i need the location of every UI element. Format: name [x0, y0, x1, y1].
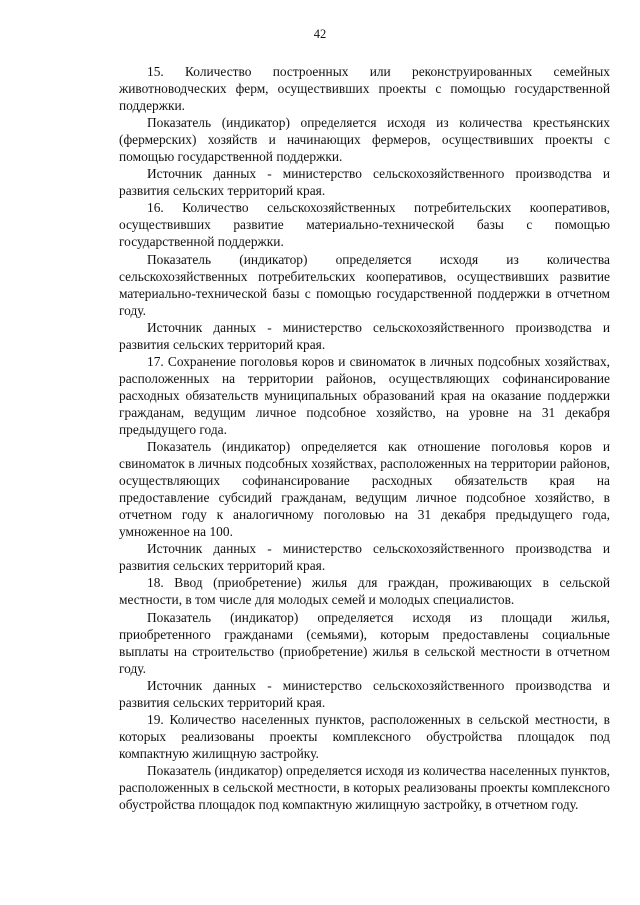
document-body: [119, 63, 610, 813]
paragraph-17-source: Источник данных - министерство сельскохозяйственного производства и развития сельских территорий края.: [119, 541, 610, 574]
paragraph-19-indicator: Показатель (индикатор) определяется исходя из количества населенных пунктов, расположенных в сельской местности, в которых реализованы проекты комплексного обустройства площадок под компактную жилищную застройку, в отчетном году.: [119, 762, 610, 813]
paragraph-15-title: 15. Количество построенных или реконструированных семейных животноводческих ферм, осуществивших проекты с помощью государственной поддержки.: [119, 64, 610, 114]
paragraph-16-source: Источник данных - министерство сельскохозяйственного производства и развития сельских территорий края.: [119, 319, 610, 352]
paragraph-18-source: Источник данных - министерство сельскохозяйственного производства и развития сельских территорий края.: [119, 677, 610, 710]
paragraph-18-indicator: Показатель (индикатор) определяется исходя из площади жилья, приобретенного гражданами (семьями), которым предоставлены социальные выплаты на строительство (приобретение) жилья в сельской местности в отчетном году.: [119, 609, 610, 676]
paragraph-18-title: 18. Ввод (приобретение) жилья для граждан, проживающих в сельской местности, в том числе для молодых семей и молодых специалистов.: [119, 575, 610, 608]
paragraph-16-title: 16. Количество сельскохозяйственных потребительских кооперативов, осуществивших развитие материально-технической базы с помощью государственной поддержки.: [119, 200, 610, 250]
paragraph-16-indicator: Показатель (индикатор) определяется исходя из количества сельскохозяйственных потребительских кооперативов, осуществивших развитие материально-технической базы с помощью государственной поддержки в отчетном году.: [119, 251, 610, 318]
page-number: 42: [313, 27, 327, 41]
paragraph-17-indicator: Показатель (индикатор) определяется как отношение поголовья коров и свиноматок в личных подсобных хозяйствах, расположенных на территории районов, осуществляющих софинансирование расходных обязательств края на предоставление субсидий гражданам, ведущим личное подсобное хозяйство, в отчетном году к аналогичному поголовью на 31 декабря предыдущего года, умноженное на 100.: [119, 439, 610, 540]
paragraph-15-source: Источник данных - министерство сельскохозяйственного производства и развития сельских территорий края.: [119, 166, 610, 199]
paragraph-15-indicator: Показатель (индикатор) определяется исходя из количества крестьянских (фермерских) хозяйств и начинающих фермеров, осуществивших проекты с помощью государственной поддержки.: [119, 115, 610, 165]
paragraph-17-title: 17. Сохранение поголовья коров и свиноматок в личных подсобных хозяйствах, расположенных на территории районов, осуществляющих софинансирование расходных обязательств муниципальных образований края на оказание поддержки гражданам, ведущим личное подсобное хозяйство, на уровне на 31 декабря предыдущего года.: [119, 353, 610, 437]
paragraph-19-title: 19. Количество населенных пунктов, расположенных в сельской местности, в которых реализованы проекты комплексного обустройства площадок под компактную жилищную застройку.: [119, 711, 610, 761]
